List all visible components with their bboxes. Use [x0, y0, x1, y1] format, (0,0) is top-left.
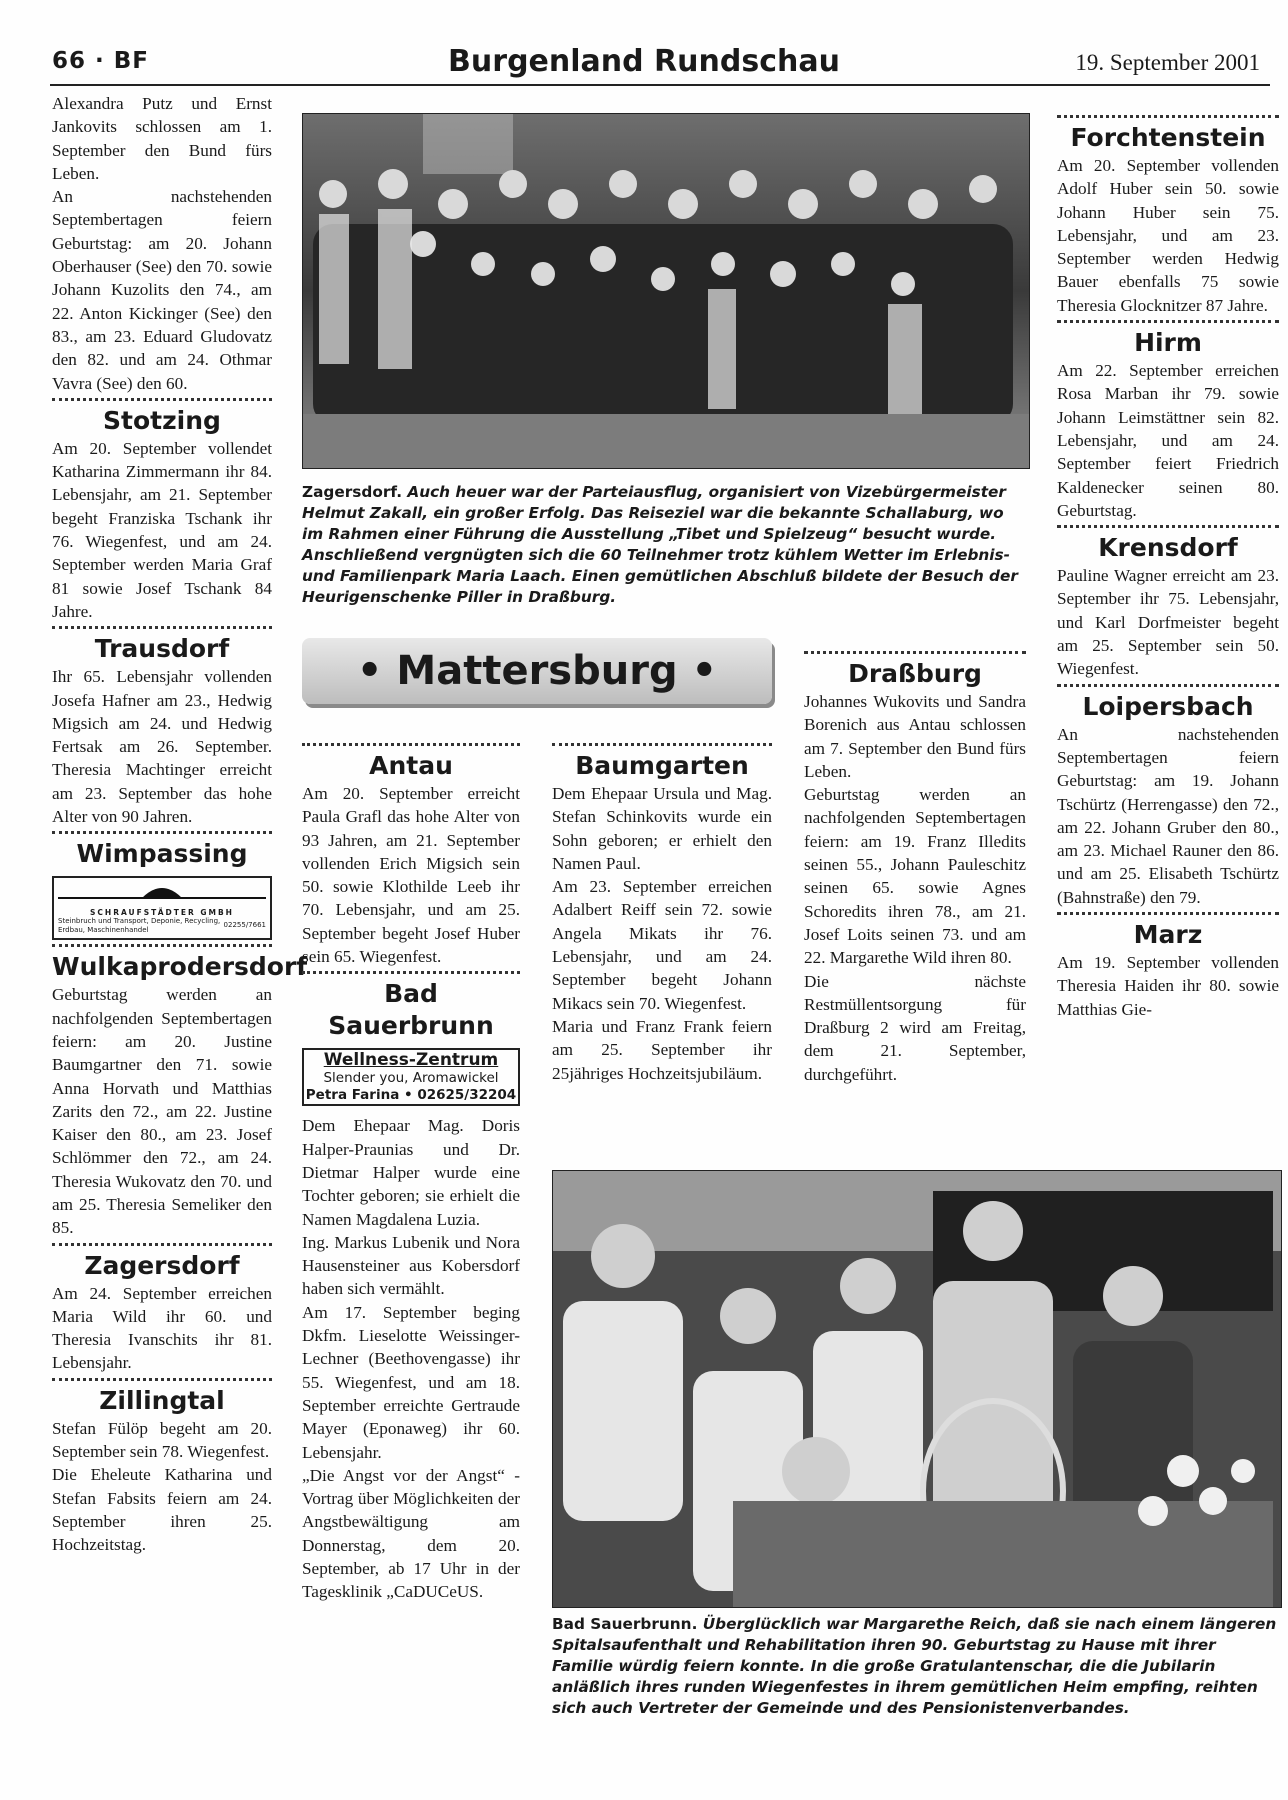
article-text: Stefan Fülöp begeht am 20. September sein 78. Wiegenfest.	[52, 1418, 272, 1462]
photo-caption-zagersdorf	[302, 482, 1028, 608]
section-heading-zagersdorf: Zagersdorf	[84, 1250, 240, 1280]
section-heading-loipersbach: Loipersbach	[1082, 691, 1254, 721]
header-rule	[50, 84, 1270, 86]
divider	[52, 1378, 272, 1381]
article-text: Die Eheleute Katharina und Stefan Fabsits feiern am 24. September ihren 25. Hochzeitstag.	[52, 1465, 272, 1555]
ad-contact: Petra Farina • 02625/32204	[305, 1087, 517, 1104]
column-1	[52, 92, 308, 1557]
company-logo-icon	[54, 878, 270, 900]
section-heading-zillingtal: Zillingtal	[99, 1385, 225, 1415]
divider	[1057, 525, 1279, 528]
ad-title: Wellness-Zentrum	[323, 1050, 499, 1071]
article-text: Am 22. September erreichen Rosa Marban ihr 79. sowie Johann Leimstättner sein 82. Lebensjahr, und am 24. September feiert Friedrich Kaldenecker seinen 80. Geburtstag.	[1057, 361, 1279, 520]
ad-subtitle: Slender you, Aromawickel	[323, 1070, 499, 1087]
divider	[52, 831, 272, 834]
divider	[804, 651, 1026, 654]
article-text: An nachstehenden Septembertagen feiern Geburtstag: am 19. Johann Tschürtz (Herrengasse) den 72., am 22. Johann Gruber den 80., am 23. Michael Rauner den 86. und am 25. Elisabeth Tschürtz (Bahnstraße) den 79.	[1057, 724, 1279, 907]
article-text: Am 24. September erreichen Maria Wild ihr 60. und Theresia Ivanschits ihr 81. Lebensjahr.	[52, 1283, 272, 1373]
section-heading-krensdorf: Krensdorf	[1098, 533, 1238, 563]
section-heading-trausdorf: Trausdorf	[94, 634, 230, 664]
divider	[1057, 684, 1279, 687]
family-photo-bad-sauerbrunn	[552, 1170, 1282, 1608]
column-5	[1057, 112, 1279, 1021]
advertisement-schraufstaedter	[52, 876, 272, 940]
photo-image	[553, 1171, 1281, 1607]
article-text: Alexandra Putz und Ernst Jankovits schlossen am 1. September den Bund fürs Leben.	[52, 94, 272, 183]
article-text: Die nächste Restmüllentsorgung für Draßburg 2 wird am Freitag, dem 21. September, durchgeführt.	[804, 971, 1026, 1084]
article-text: Am 17. September beging Dkfm. Lieselotte Weissinger-Lechner (Beethovengasse) ihr 55. Wiegenfest, und am 18. September erreichte Gertraude Mayer (Eponaweg) ihr 60. Lebensjahr.	[302, 1302, 520, 1462]
photo-image	[303, 114, 1029, 468]
divider	[552, 743, 772, 746]
section-heading-antau: Antau	[369, 751, 453, 780]
section-banner-mattersburg: • Mattersburg •	[302, 638, 772, 704]
section-heading-forchtenstein: Forchtenstein	[1070, 123, 1266, 152]
caption-place: Bad Sauerbrunn.	[552, 1615, 698, 1633]
caption-place: Zagersdorf.	[302, 483, 403, 501]
divider	[1057, 115, 1279, 118]
caption-text: Auch heuer war der Parteiausflug, organisiert von Vizebürgermeister Helmut Zakall, ein großer Erfolg. Das Reiseziel war die bekannte Schallaburg, wo im Rahmen einer Führung die Ausstellung „Tibet und Spielzeug“ besucht wurde. Anschließend vergnügten sich die 60 Teilnehmer trotz kühlem Wetter im Erlebnis- und Familienpark Maria Laach. Einen gemütlichen Abschluß bildete der Besuch der Heurigenschenke Piller in Draßburg.	[302, 483, 1018, 606]
article-text: Dem Ehepaar Ursula und Mag. Stefan Schinkovits wurde ein Sohn geboren; er erhielt den Namen Paul.	[552, 784, 772, 873]
section-heading-marz: Marz	[1133, 920, 1203, 950]
column-2	[302, 740, 520, 1604]
ad-phone: 02255/7661	[223, 921, 266, 930]
ad-company: SCHRAUFSTÄDTER GMBH	[90, 907, 234, 917]
article-text: „Die Angst vor der Angst“ - Vortrag über Möglichkeiten der Angstbewältigung am Donnerstag, dem 20. September, ab 17 Uhr in der Tagesklinik „CaDUCeUS.	[302, 1465, 520, 1602]
ad-line-2: Erdbau, Maschinenhandel	[58, 925, 149, 934]
page-section: 66 · BF	[52, 48, 150, 74]
article-text: Ing. Markus Lubenik und Nora Hausensteiner aus Kobersdorf haben sich vermählt.	[302, 1232, 520, 1299]
newspaper-title: Burgenland Rundschau	[448, 44, 840, 79]
section-heading-drassburg: Draßburg	[848, 659, 982, 688]
article-text: Am 20. September vollenden Adolf Huber sein 50. sowie Johann Huber sein 75. Lebensjahr, und am 23. September werden Hedwig Bauer ebenfalls 75 sowie Theresia Glocknitzer 87 Jahre.	[1057, 156, 1279, 315]
divider	[52, 944, 272, 947]
section-heading-stotzing: Stotzing	[103, 405, 221, 435]
section-heading-hirm: Hirm	[1134, 328, 1202, 358]
divider	[52, 398, 272, 401]
article-text: Am 23. September erreichen Adalbert Reiff sein 72. sowie Angela Mikats ihr 76. Lebensjahr, und am 24. September begeht Johann Mikacs sein 70. Wiegenfest.	[552, 877, 772, 1013]
divider	[52, 1243, 272, 1246]
group-photo-zagersdorf	[302, 113, 1030, 469]
divider	[302, 971, 520, 974]
ad-line-1: Steinbruch und Transport, Deponie, Recycling,	[58, 916, 221, 925]
section-heading-baumgarten: Baumgarten	[575, 751, 749, 780]
photo-caption-bad-sauerbrunn	[552, 1614, 1282, 1719]
section-heading-bad-sauerbrunn: Bad Sauerbrunn	[328, 979, 494, 1041]
column-3	[552, 740, 772, 1085]
article-text: Johannes Wukovits und Sandra Borenich aus Antau schlossen am 7. September den Bund fürs Leben.	[804, 692, 1026, 781]
article-text: Maria und Franz Frank feiern am 25. September ihr 25jähriges Hochzeitsjubiläum.	[552, 1016, 772, 1083]
article-text: Am 20. September vollendet Katharina Zimmermann ihr 84. Lebensjahr, am 21. September begeht Franziska Tschank ihr 76. Wiegenfest, und am 24. September werden Maria Graf 81 sowie Josef Tschank 84 Jahre.	[52, 438, 272, 621]
divider	[1057, 912, 1279, 915]
column-4	[804, 648, 1026, 1086]
article-text: Geburtstag werden an nachfolgenden Septembertagen feiern: am 20. Justine Baumgartner den 71. sowie Anna Horvath und Matthias Zarits den 72., am 22. Justine Kaiser den 80., am 23. Josef Schlömmer den 72., am 24. Theresia Wukovatz den 70. und am 25. Theresia Semeliker den 85.	[52, 985, 272, 1238]
article-text: Ihr 65. Lebensjahr vollenden Josefa Hafner am 23., Hedwig Migsich am 24. und Hedwig Fertsak am 26. September. Theresia Machtinger erreicht am 23. September das hohe Alter von 90 Jahren.	[52, 667, 272, 827]
article-text: Geburtstag werden an nachfolgenden Septembertagen feiern: am 19. Franz Illedits seinen 55., Johann Pauleschitz seinen 65. sowie Agnes Schoredits ihren 78., am 21. Josef Loits seinen 73. und am 22. Margarethe Wild ihren 80.	[804, 785, 1026, 968]
issue-date: 19. September 2001	[1075, 50, 1260, 75]
advertisement-wellness-zentrum	[302, 1048, 520, 1106]
article-text: Am 19. September vollenden Theresia Haiden ihr 80. sowie Matthias Gie-	[1057, 953, 1279, 1019]
divider	[52, 626, 272, 629]
article-text: Pauline Wagner erreicht am 23. September ihr 75. Lebensjahr, und Karl Dorfmeister begeht am 25. September sein 50. Wiegenfest.	[1057, 566, 1279, 679]
section-heading-wimpassing: Wimpassing	[76, 839, 248, 869]
article-text: An nachstehenden Septembertagen feiern Geburtstag: am 20. Johann Oberhauser (See) den 70. sowie Johann Kuzolits den 74., am 22. Anton Kickinger (See) den 83., am 23. Eduard Gludovatz den 82. und am 24. Othmar Vavra (See) den 60.	[52, 187, 272, 393]
caption-text: Überglücklich war Margarethe Reich, daß sie nach einem längeren Spitalsaufenthalt und Rehabilitation ihren 90. Geburtstag zu Hause mit ihrer Familie würdig feiern konnte. In die große Gratulantenschar, die die Jubilarin anläßlich ihres runden Wiegenfestes in ihrem gemütlichen Heim empfing, reihten sich auch Vertreter der Gemeinde und des Pensionistenverbandes.	[552, 1615, 1277, 1717]
article-text: Am 20. September erreicht Paula Grafl das hohe Alter von 93 Jahren, am 21. September vollenden Erich Migsich sein 50. sowie Klothilde Leeb ihr 70. Lebensjahr, und am 25. September begeht Josef Huber sein 65. Wiegenfest.	[302, 784, 520, 967]
divider	[302, 743, 520, 746]
section-heading-wulkaprodersdorf: Wulkaprodersdorf	[52, 952, 308, 982]
divider	[1057, 320, 1279, 323]
article-text: Dem Ehepaar Mag. Doris Halper-Praunias und Dr. Dietmar Halper wurde eine Tochter geboren; sie erhielt die Namen Magdalena Luzia.	[302, 1116, 520, 1229]
